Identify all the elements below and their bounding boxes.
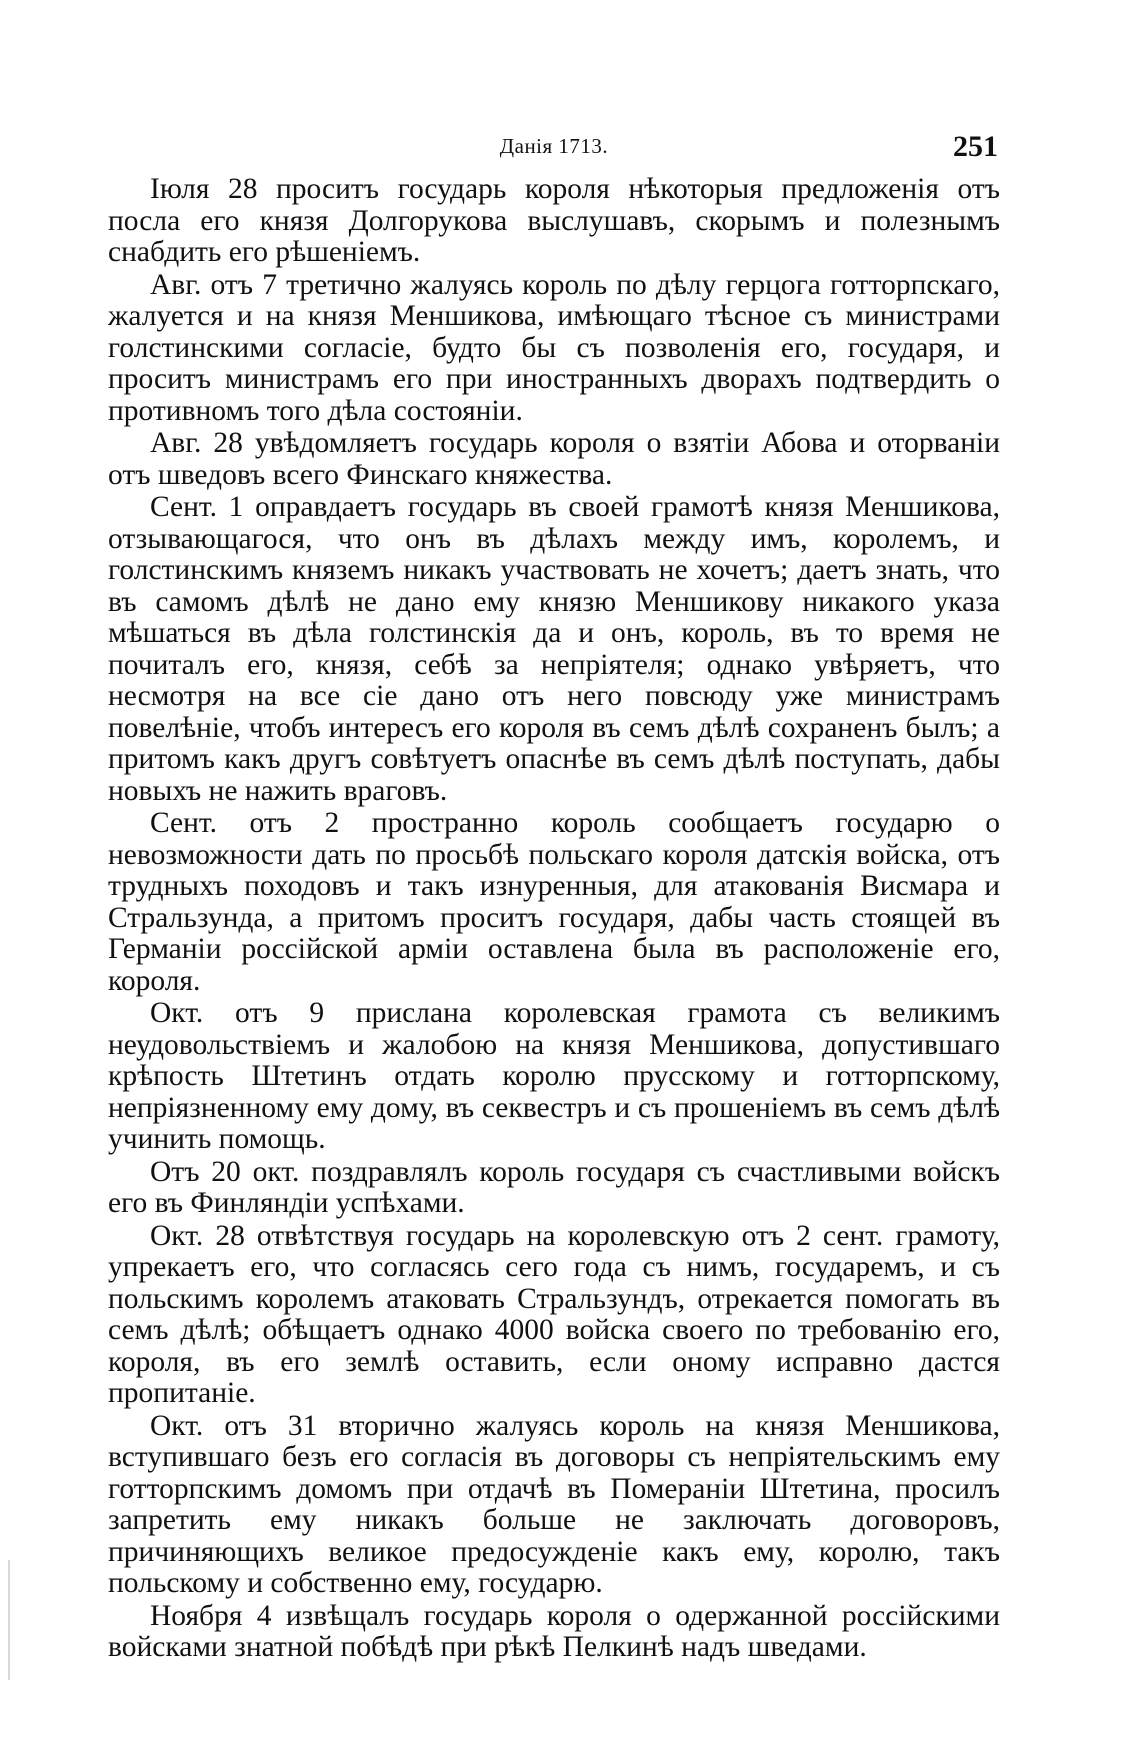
paragraph: Окт. отъ 9 прислана королевская грамота съ великимъ неудовольствіемъ и жалобою на князя Меншикова, допустившаго крѣпость Штетинъ отдать королю прусскому и готторпскому, непріязненному ему дому, въ секвестръ и съ прошеніемъ въ семъ дѣлѣ учинить помощь. <box>108 997 1000 1155</box>
paragraph: Отъ 20 окт. поздравлялъ король государя съ счастливыми войскъ его въ Финляндіи успѣхами. <box>108 1155 1000 1219</box>
body-text <box>108 174 1000 1664</box>
paragraph: Авг. 28 увѣдомляетъ государь короля о взятіи Абова и оторваніи отъ шведовъ всего Финскаго княжества. <box>108 427 1000 491</box>
paragraph: Сент. 1 оправдаетъ государь въ своей грамотѣ князя Меншикова, отзывающагося, что онъ въ дѣлахъ между имъ, королемъ, и голстинскимъ княземъ никакъ участвовать не хочетъ; даетъ знать, что въ самомъ дѣлѣ не дано ему князю Меншикову никакого указа мѣшаться въ дѣла голстинскія да и онъ, король, въ то время не почиталъ его, князя, себѣ за непріятеля; однако увѣряетъ, что несмотря на все сіе дано отъ него повсюду уже министрамъ повелѣніе, чтобъ интересъ его короля въ семъ дѣлѣ сохраненъ былъ; а притомъ какъ другъ совѣтуетъ опаснѣе въ семъ дѣлѣ поступать, дабы новыхъ не нажить враговъ. <box>108 491 1000 807</box>
paragraph: Окт. 28 отвѣтствуя государь на королевскую отъ 2 сент. грамоту, упрекаетъ его, что согласясь сего года съ нимъ, государемъ, и съ польскимъ королемъ атаковать Стральзундъ, отрекается помогать въ семъ дѣлѣ; обѣщаетъ однако 4000 войска своего по требованію его, короля, въ его землѣ оставить, если оному исправно дастся пропитаніе. <box>108 1219 1000 1409</box>
scan-edge-mark <box>8 1560 10 1680</box>
paragraph: Окт. отъ 31 вторично жалуясь король на князя Меншикова, вступившаго безъ его согласія въ договоры съ непріятельскимъ ему готторпскимъ домомъ при отдачѣ въ Помераніи Штетина, просилъ запретить ему никакъ больше не заключать договоровъ, причиняющихъ великое предосужденіе какъ ему, королю, такъ польскому и собственно ему, государю. <box>108 1409 1000 1599</box>
page <box>108 130 1000 1664</box>
paragraph: Сент. отъ 2 пространно король сообщаетъ государю о невозможности дать по просьбѣ польскаго короля датскія войска, отъ трудныхъ походовъ и такъ изнуренныя, для атакованія Висмара и Стральзунда, а притомъ проситъ государя, дабы часть стоящей въ Германіи россійской арміи оставлена была въ расположеніе его, короля. <box>108 807 1000 997</box>
paragraph: Ноября 4 извѣщалъ государь короля о одержанной россійскими войсками знатной побѣдѣ при рѣкѣ Пелкинѣ надъ шведами. <box>108 1599 1000 1663</box>
page-header <box>108 130 1000 170</box>
running-title: Данія 1713. <box>499 134 609 158</box>
page-number: 251 <box>953 130 998 163</box>
paragraph: Авг. отъ 7 третично жалуясь король по дѣлу герцога готторпскаго, жалуется и на князя Меншикова, имѣющаго тѣсное съ министрами голстинскими согласіе, будто бы съ позволенія его, государя, и проситъ министрамъ его при иностранныхъ дворахъ подтвердить о противномъ того дѣла состояніи. <box>108 268 1000 427</box>
paragraph: Іюля 28 проситъ государь короля нѣкоторыя предложенія отъ посла его князя Долгорукова выслушавъ, скорымъ и полезнымъ снабдить его рѣшеніемъ. <box>108 173 1000 268</box>
